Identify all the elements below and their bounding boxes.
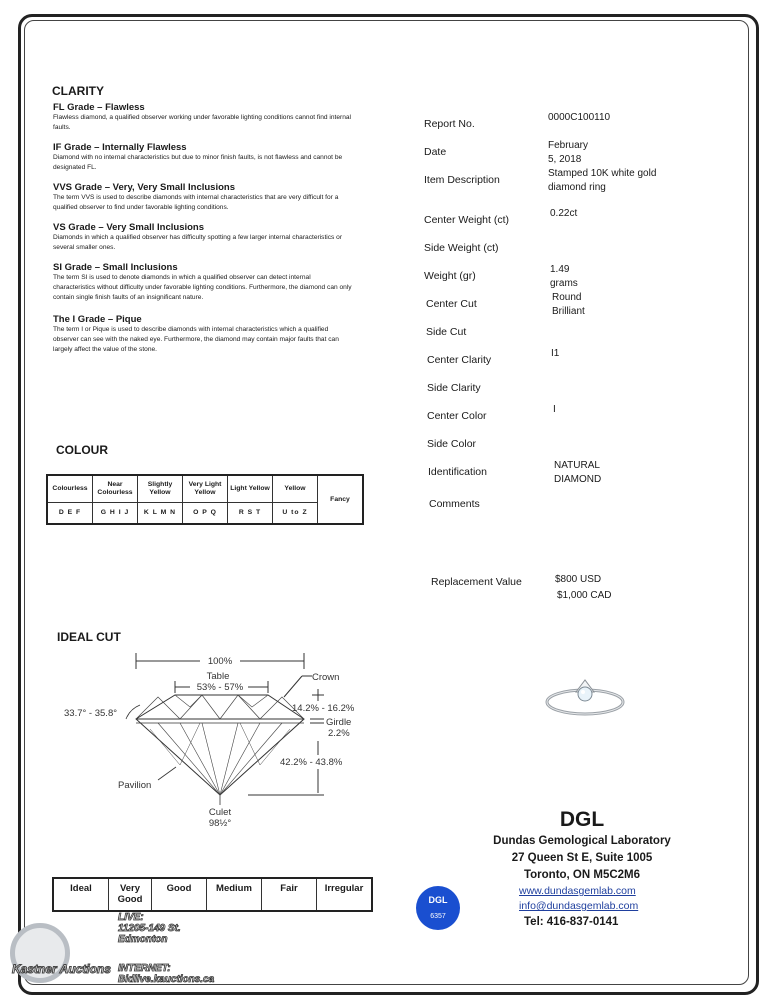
ring-photo — [540, 672, 630, 728]
colour-grade-letters: R S T — [228, 503, 273, 525]
identification-value: NATURAL DIAMOND — [554, 460, 602, 485]
crown-angle-label: 33.7° - 35.8° — [64, 708, 118, 719]
auction-live-address2: Edmonton — [118, 934, 168, 945]
auction-internet-label: INTERNET: — [118, 963, 171, 974]
total-width-label: 100% — [207, 656, 233, 667]
report-field-row — [424, 378, 509, 406]
girdle-percent-label: 2.2% — [328, 728, 350, 739]
center-clarity-value: I1 — [551, 348, 560, 359]
lab-address-line2: Toronto, ON M5C2M6 — [523, 869, 641, 881]
auction-internet-url: Bidlive.kauctions.ca — [118, 974, 215, 985]
clarity-list — [53, 102, 353, 355]
lab-phone: Tel: 416-837-0141 — [524, 916, 619, 928]
cut-grade-cell: Ideal — [53, 878, 109, 911]
clarity-grade-description: Flawless diamond, a qualified observer working under favorable lighting conditions cannot find internal faults. — [53, 114, 351, 131]
item-description-value: Stamped 10K white gold diamond ring — [548, 168, 657, 193]
report-field-row — [424, 434, 509, 462]
clarity-grade-description: Diamonds in which a qualified observer has difficulty spotting a few larger internal characteristics or several smaller ones. — [53, 234, 343, 251]
colour-grade-letters: D E F — [47, 503, 93, 525]
seal-number: 6357 — [430, 913, 446, 920]
center-weight-value: 0.22ct — [550, 208, 578, 219]
identification-label: Identification — [428, 466, 487, 478]
side-color-label: Side Color — [427, 438, 477, 450]
ideal-cut-diagram — [40, 645, 380, 835]
culet-value-label: 98½° — [208, 818, 232, 829]
clarity-grade-title: IF Grade – Internally Flawless — [53, 142, 187, 153]
dgl-seal — [416, 886, 460, 930]
girdle-label: Girdle — [326, 717, 352, 728]
colour-column-name: Near Colourless — [93, 475, 138, 503]
report-field-row — [424, 238, 509, 266]
ideal-cut-heading: IDEAL CUT — [57, 630, 121, 644]
center-cut-label: Center Cut — [426, 298, 477, 310]
center-color-label: Center Color — [427, 410, 487, 422]
clarity-grade-title: VS Grade – Very Small Inclusions — [53, 222, 205, 233]
colour-grade-letters: O P Q — [183, 503, 228, 525]
seal-text: DGL — [428, 895, 448, 905]
table-range-label: 53% - 57% — [196, 682, 244, 693]
clarity-grade-title: VVS Grade – Very, Very Small Inclusions — [53, 182, 235, 193]
clarity-grade-description: The term SI is used to denote diamonds in which a qualified observer can detect internal characteristics without difficulty under favorable lighting conditions. Furthermore, the diamond can only contain single finish faults of an insignificant nature. — [53, 274, 352, 301]
colour-column-name: Yellow — [273, 475, 318, 503]
side-cut-label: Side Cut — [426, 326, 467, 338]
cut-grade-cell: Medium — [207, 878, 262, 911]
clarity-grade-description: The term VVS is used to describe diamonds with internal characteristics that are very difficult for a qualified observer to find under favorable lighting conditions. — [53, 194, 339, 211]
lab-name: Dundas Gemological Laboratory — [493, 835, 671, 847]
report-field-row — [424, 494, 509, 522]
date-value: February 5, 2018 — [548, 140, 589, 165]
clarity-heading: CLARITY — [52, 84, 104, 98]
clarity-grade-description: The term I or Pique is used to describe diamonds with internal characteristics which a qualified observer can see with the naked eye. Furthermore, the diamond may contain major faults that can largely affect the value of the stone. — [53, 326, 339, 353]
report-field-row — [424, 322, 509, 350]
colour-column-name: Light Yellow — [228, 475, 273, 503]
colour-grade-table — [46, 474, 364, 525]
cut-grade-table — [52, 877, 373, 912]
lab-email-link[interactable]: info@dundasgemlab.com — [519, 900, 639, 912]
report-number-label: Report No. — [424, 118, 475, 130]
side-weight-label: Side Weight (ct) — [424, 242, 499, 254]
clarity-grade-title: FL Grade – Flawless — [53, 102, 145, 113]
report-field-row — [424, 348, 560, 378]
lab-address-line1: 27 Queen St E, Suite 1005 — [511, 852, 653, 864]
colour-column-name: Very Light Yellow — [183, 475, 228, 503]
cut-grade-cell: Good — [152, 878, 207, 911]
weight-grams-label: Weight (gr) — [424, 270, 476, 282]
clarity-grade — [53, 102, 353, 142]
report-field-row — [424, 168, 657, 210]
colour-column-name: Colourless — [47, 475, 93, 503]
report-field-row — [424, 460, 602, 494]
colour-column-name: Fancy — [318, 475, 364, 524]
center-weight-label: Center Weight (ct) — [424, 214, 509, 226]
auction-live-address1: 11205-149 St. — [118, 923, 181, 934]
report-field-row — [424, 292, 585, 322]
date-label: Date — [424, 146, 447, 158]
colour-grade-letters: U to Z — [273, 503, 318, 525]
crown-label: Crown — [312, 672, 340, 683]
replacement-value-cad: $1,000 CAD — [557, 590, 612, 601]
report-number-value: 0000C100110 — [548, 112, 611, 123]
lab-logo: DGL — [559, 808, 605, 831]
report-field-row — [424, 264, 578, 294]
report-field-row — [424, 112, 611, 142]
comments-label: Comments — [429, 498, 480, 510]
report-fields — [424, 112, 657, 522]
clarity-grade — [53, 222, 353, 262]
crown-height-label: 14.2% - 16.2% — [292, 703, 355, 714]
auction-brand: Kastner Auctions — [12, 962, 111, 976]
cut-grade-cell: Fair — [262, 878, 317, 911]
clarity-grade-title: The I Grade – Pique — [53, 314, 142, 325]
cut-grade-cell: Irregular — [317, 878, 373, 911]
pavilion-label: Pavilion — [118, 780, 152, 791]
report-field-row — [424, 208, 578, 238]
item-description-label: Item Description — [424, 174, 500, 186]
clarity-grade — [53, 314, 353, 355]
center-clarity-label: Center Clarity — [427, 354, 492, 366]
colour-column-name: Slightly Yellow — [138, 475, 183, 503]
colour-heading: COLOUR — [56, 443, 108, 457]
auction-internet-block — [118, 963, 214, 985]
side-clarity-label: Side Clarity — [427, 382, 481, 394]
lab-website-link[interactable]: www.dundasgemlab.com — [519, 885, 636, 897]
clarity-grade-description: Diamond with no internal characteristics but due to minor finish faults, is not flawless and cannot be designated FL. — [53, 154, 343, 171]
culet-label: Culet — [208, 807, 232, 818]
clarity-grade — [53, 142, 353, 182]
clarity-grade — [53, 262, 353, 314]
colour-grade-letters: G H I J — [93, 503, 138, 525]
report-field-row — [424, 404, 556, 434]
auction-live-block — [118, 912, 181, 945]
auction-watermark — [8, 915, 111, 987]
auction-live-label: LIVE: — [118, 912, 144, 923]
cut-grade-cell: Very Good — [109, 878, 152, 911]
colour-grade-letters: K L M N — [138, 503, 183, 525]
clarity-grade — [53, 182, 353, 222]
weight-grams-value: 1.49 grams — [550, 264, 578, 289]
center-color-value: I — [553, 404, 556, 415]
report-field-row — [424, 140, 589, 170]
center-cut-value: Round Brilliant — [552, 292, 585, 317]
table-label: Table — [206, 671, 230, 682]
replacement-value-label: Replacement Value — [431, 576, 522, 588]
clarity-grade-title: SI Grade – Small Inclusions — [53, 262, 178, 273]
pavilion-depth-label: 42.2% - 43.8% — [280, 757, 343, 768]
replacement-value-usd: $800 USD — [555, 574, 602, 585]
